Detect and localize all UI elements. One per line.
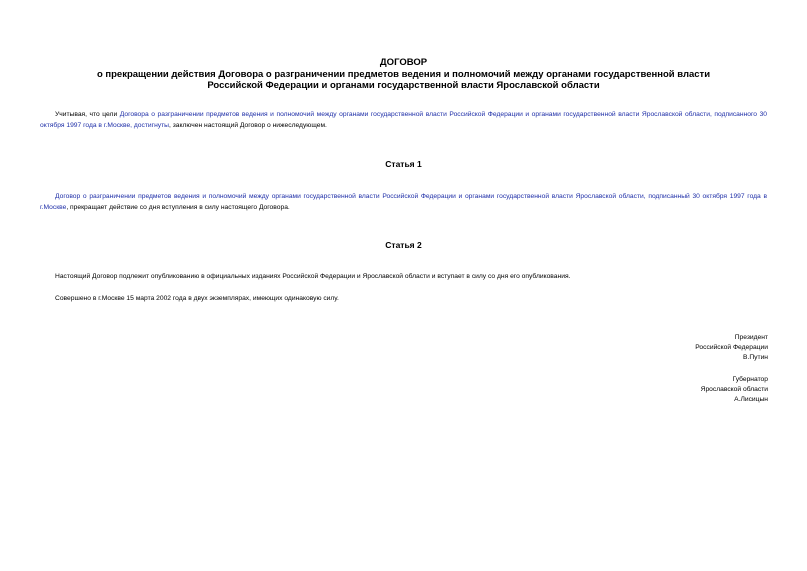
document-subtitle: о прекращении действия Договора о разграничении предметов ведения и полномочий между органами государственной власти Российской Федерации и органами государственной власти Ярославской области <box>96 68 711 91</box>
article-1-text-after: , прекращает действие со дня вступления в силу настоящего Договора. <box>66 204 290 211</box>
article-1-heading: Статья 1 <box>385 159 422 169</box>
signature-organization: Российской Федерации <box>695 344 768 351</box>
signature-name: В.Путин <box>743 354 768 361</box>
article-1-treaty-link[interactable]: Договор о разграничении предметов ведения и полномочий между органами государственной власти Российской Федерации и органами государственной власти Ярославской области, подписанный 30 октября 1997 года в г.Москве <box>40 193 767 211</box>
signature-position: Губернатор <box>732 376 768 383</box>
signature-organization: Ярославской области <box>700 386 768 393</box>
signature-name: А.Лисицын <box>734 396 768 403</box>
preamble-paragraph <box>40 109 767 131</box>
preamble-text-after: , заключен настоящий Договор о нижеследующем. <box>168 122 327 129</box>
preamble-text-before: Учитывая, что цели <box>55 111 120 118</box>
signature-block-governor <box>701 375 768 405</box>
article-1-paragraph <box>40 191 767 213</box>
signature-block-president <box>695 333 768 363</box>
document-title: ДОГОВОР <box>379 57 428 68</box>
signature-position: Президент <box>734 334 768 341</box>
document-title-block <box>40 57 767 92</box>
article-2-heading: Статья 2 <box>385 240 422 250</box>
preamble-treaty-link[interactable]: Договора о разграничении предметов ведения и полномочий между органами государственной власти Российской Федерации и органами государственной власти Ярославской области, подписанного 30 октября 1997 года в г.Москве, достигнуты <box>40 111 768 129</box>
article-2-paragraph: Настоящий Договор подлежит опубликованию в официальных изданиях Российской Федерации и Ярославской области и вступает в силу со дня его опубликования. <box>55 273 571 280</box>
closing-paragraph: Совершено в г.Москве 15 марта 2002 года в двух экземплярах, имеющих одинаковую силу. <box>55 295 339 302</box>
